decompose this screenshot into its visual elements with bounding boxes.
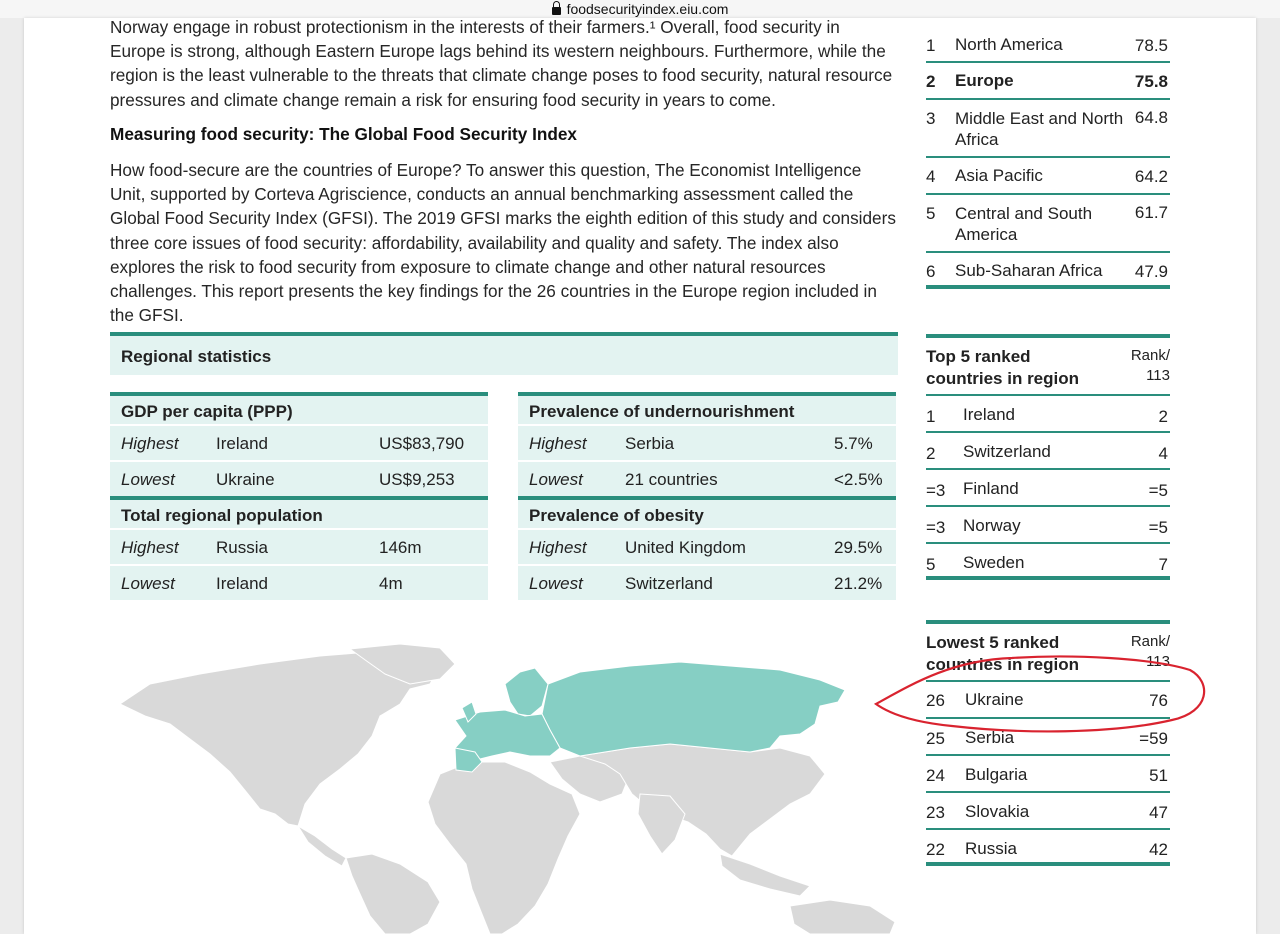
lowest5-header: Lowest 5 ranked countries in region Rank/ 113 (926, 620, 1170, 682)
southeast-asia-shape (720, 854, 810, 896)
table-row: Lowest 21 countries <2.5% (518, 460, 896, 496)
table-row: 2 Switzerland 4 (926, 433, 1170, 470)
url-text: foodsecurityindex.eiu.com (566, 1, 729, 17)
table-row: 6 Sub-Saharan Africa 47.9 (926, 253, 1170, 289)
regional-statistics-header: Regional statistics (110, 332, 898, 375)
document-page (24, 18, 1256, 934)
world-map (110, 644, 900, 934)
section-heading: Measuring food security: The Global Food Security Index (110, 124, 577, 144)
asia-shape (580, 744, 825, 856)
south-america-shape (346, 854, 440, 934)
table-row: =3 Norway =5 (926, 507, 1170, 544)
nourishment-table (518, 392, 896, 600)
table-row: Highest Serbia 5.7% (518, 424, 896, 460)
table-row: Lowest Ireland 4m (110, 564, 488, 600)
top5-header: Top 5 ranked countries in region Rank/ 113 (926, 334, 1170, 396)
annotation-circle (872, 654, 1212, 749)
top5-table (926, 334, 1170, 580)
table-row: 1 Ireland 2 (926, 396, 1170, 433)
gfsi-paragraph: How food-secure are the countries of Europe? To answer this question, The Economist Intelligence Unit, supported by Corteva Agriscience, conducts an annual benchmarking assessment called the Global Food Security Index (GFSI). The 2019 GFSI marks the eighth edition of this study and considers three core issues of food security: affordability, availability and quality and safety. The index also explores the risk to food security from exposure to climate change and other natural resources challenges. This report presents the key findings for the 26 countries in the Europe region included in the GFSI. (110, 160, 896, 326)
table-row: 22 Russia 42 (926, 830, 1170, 866)
gdp-table (110, 392, 488, 600)
africa-shape (428, 762, 580, 934)
table-row: Highest Ireland US$83,790 (110, 424, 488, 460)
lock-icon (552, 7, 561, 15)
table-row: 25 Serbia =59 (926, 719, 1170, 756)
central-america-shape (298, 826, 346, 866)
table-row: 24 Bulgaria 51 (926, 756, 1170, 793)
table-row: 2 Europe 75.8 (926, 63, 1170, 100)
table-title: GDP per capita (PPP) (110, 392, 488, 424)
north-america-shape (120, 652, 440, 826)
intro-paragraph: Norway engage in robust protectionism in the interests of their farmers.¹ Overall, food security in Europe is strong, although Eastern Europe lags behind its western neighbours. Furthermore, while the region is the least vulnerable to the threats that climate change poses to food security, natural resource pressures and climate change remain a risk for ensuring food security in years to come. (110, 18, 893, 110)
australia-shape (790, 900, 895, 934)
scandinavia-shape (505, 668, 548, 716)
table-row: 26 Ukraine 76 (926, 682, 1170, 719)
table-title: Total regional population (110, 496, 488, 528)
table-row: 5 Sweden 7 (926, 544, 1170, 580)
table-row: =3 Finland =5 (926, 470, 1170, 507)
table-row: Lowest Switzerland 21.2% (518, 564, 896, 600)
table-row: 3 Middle East and North Africa 64.8 (926, 100, 1170, 158)
regional-rank-table (926, 26, 1170, 289)
russia-shape (542, 662, 845, 756)
table-row: 23 Slovakia 47 (926, 793, 1170, 830)
table-row: Lowest Ukraine US$9,253 (110, 460, 488, 496)
table-row: Highest United Kingdom 29.5% (518, 528, 896, 564)
browser-url-bar[interactable] (0, 0, 1280, 18)
table-row: 1 North America 78.5 (926, 26, 1170, 63)
table-row: 5 Central and South America 61.7 (926, 195, 1170, 253)
table-title: Prevalence of obesity (518, 496, 896, 528)
table-title: Prevalence of undernourishment (518, 392, 896, 424)
table-row: 4 Asia Pacific 64.2 (926, 158, 1170, 195)
table-row: Highest Russia 146m (110, 528, 488, 564)
